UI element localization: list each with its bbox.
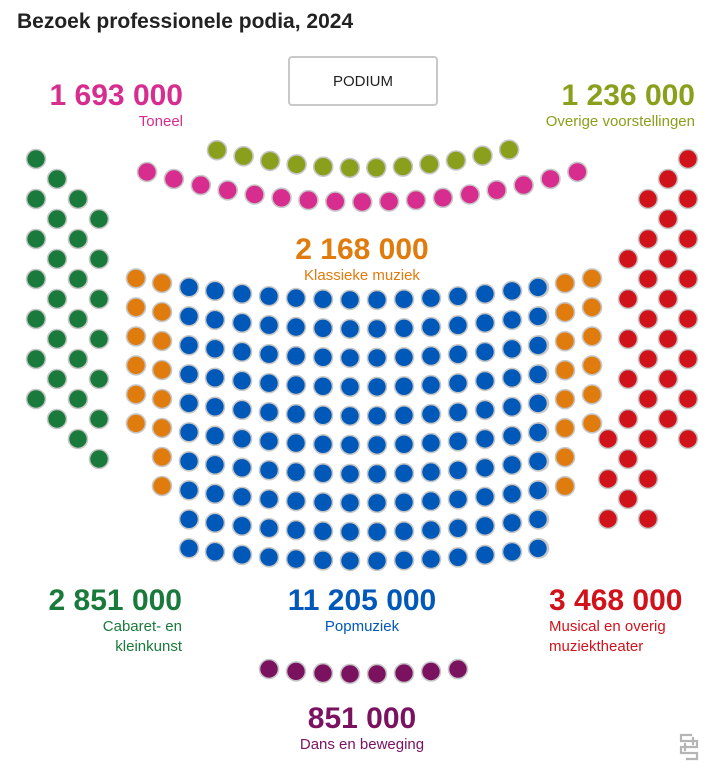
cbs-logo-icon: [677, 731, 703, 763]
seat-pop: [287, 376, 306, 395]
seat-toneel: [487, 181, 506, 200]
seat-pop: [395, 493, 414, 512]
seat-toneel: [191, 176, 210, 195]
seat-toneel: [138, 163, 157, 182]
seat-pop: [395, 522, 414, 541]
seat-pop: [395, 290, 414, 309]
value-overige: 1 236 000: [561, 79, 695, 112]
label-pop: [262, 585, 462, 637]
seat-pop: [449, 287, 468, 306]
seat-pop: [503, 426, 522, 445]
seat-klassiek: [153, 303, 172, 322]
seat-musical: [619, 370, 638, 389]
seat-pop: [503, 542, 522, 561]
seat-pop: [503, 281, 522, 300]
seat-pop: [341, 551, 360, 570]
seat-pop: [341, 348, 360, 367]
seat-pop: [476, 516, 495, 535]
seat-pop: [287, 550, 306, 569]
seat-toneel: [299, 191, 318, 210]
seat-klassiek: [556, 274, 575, 293]
seat-klassiek: [583, 414, 602, 433]
seat-dans: [422, 662, 441, 681]
seat-pop: [260, 287, 279, 306]
seat-pop: [395, 406, 414, 425]
seat-overig: [261, 151, 280, 170]
seat-pop: [503, 455, 522, 474]
seat-pop: [422, 463, 441, 482]
seat-pop: [233, 487, 252, 506]
seat-musical: [639, 430, 658, 449]
seat-overig: [420, 155, 439, 174]
seat-pop: [368, 493, 387, 512]
seat-cabaret: [48, 290, 67, 309]
seat-pop: [529, 336, 548, 355]
seat-overig: [287, 155, 306, 174]
seat-pop: [503, 513, 522, 532]
seat-pop: [206, 484, 225, 503]
seat-klassiek: [127, 356, 146, 375]
seat-dans: [341, 664, 360, 683]
seat-overig: [473, 146, 492, 165]
seat-musical: [639, 310, 658, 329]
seat-pop: [314, 406, 333, 425]
seat-pop: [395, 551, 414, 570]
seat-pop: [287, 434, 306, 453]
seat-klassiek: [583, 356, 602, 375]
seat-cabaret: [48, 330, 67, 349]
seat-pop: [449, 519, 468, 538]
seat-klassiek: [153, 448, 172, 467]
seat-pop: [233, 400, 252, 419]
seat-klassiek: [556, 477, 575, 496]
seat-dans: [314, 664, 333, 683]
seat-overig: [208, 141, 227, 160]
seat-musical: [619, 410, 638, 429]
seat-dans: [287, 662, 306, 681]
seat-pop: [180, 336, 199, 355]
seat-pop: [368, 522, 387, 541]
value-toneel: 1 693 000: [49, 79, 183, 112]
seat-klassiek: [153, 419, 172, 438]
seat-pop: [529, 481, 548, 500]
seat-musical: [679, 150, 698, 169]
seat-pop: [180, 510, 199, 529]
seat-pop: [422, 434, 441, 453]
seat-pop: [529, 307, 548, 326]
seat-cabaret: [69, 430, 88, 449]
seat-pop: [314, 464, 333, 483]
seat-cabaret: [27, 190, 46, 209]
name-overige: Overige voorstellingen: [545, 113, 695, 130]
seat-toneel: [164, 170, 183, 189]
seat-pop: [260, 432, 279, 451]
seat-pop: [449, 432, 468, 451]
seat-pop: [314, 493, 333, 512]
seat-pop: [529, 539, 548, 558]
seat-pop: [529, 510, 548, 529]
seat-musical: [679, 270, 698, 289]
seat-pop: [180, 278, 199, 297]
seat-pop: [287, 405, 306, 424]
seat-cabaret: [90, 250, 109, 269]
seat-pop: [476, 400, 495, 419]
seat-musical: [659, 290, 678, 309]
seat-cabaret: [27, 310, 46, 329]
seat-pop: [395, 464, 414, 483]
seat-pop: [233, 429, 252, 448]
seat-cabaret: [69, 350, 88, 369]
seat-pop: [476, 487, 495, 506]
seat-toneel: [541, 169, 560, 188]
seat-pop: [233, 284, 252, 303]
seat-musical: [639, 350, 658, 369]
seat-toneel: [218, 181, 237, 200]
seat-pop: [368, 406, 387, 425]
seat-pop: [314, 435, 333, 454]
seat-pop: [341, 290, 360, 309]
seat-pop: [503, 397, 522, 416]
seat-klassiek: [556, 390, 575, 409]
seat-klassiek: [583, 298, 602, 317]
seat-musical: [679, 190, 698, 209]
label-cabaret: [7, 585, 182, 657]
name-pop: Popmuziek: [324, 618, 400, 635]
seat-musical: [639, 470, 658, 489]
seat-pop: [368, 319, 387, 338]
seat-musical: [679, 230, 698, 249]
seat-pop: [395, 377, 414, 396]
seat-musical: [599, 470, 618, 489]
seat-pop: [341, 377, 360, 396]
seat-pop: [180, 307, 199, 326]
seat-cabaret: [27, 270, 46, 289]
seat-cabaret: [69, 230, 88, 249]
seat-pop: [368, 290, 387, 309]
seat-musical: [619, 330, 638, 349]
seat-pop: [395, 348, 414, 367]
seat-pop: [368, 348, 387, 367]
label-toneel: [50, 80, 183, 132]
chart-title: Bezoek professionele podia, 2024: [17, 10, 354, 33]
seat-pop: [206, 455, 225, 474]
seat-klassiek: [583, 269, 602, 288]
seat-pop: [287, 318, 306, 337]
seat-cabaret: [69, 310, 88, 329]
seat-pop: [449, 461, 468, 480]
seat-pop: [206, 339, 225, 358]
seat-pop: [476, 429, 495, 448]
seat-pop: [260, 316, 279, 335]
seat-toneel: [326, 192, 345, 211]
seat-cabaret: [90, 290, 109, 309]
seat-toneel: [433, 188, 452, 207]
seat-overig: [340, 158, 359, 177]
seat-pop: [341, 435, 360, 454]
label-dans: [262, 703, 462, 755]
seat-musical: [639, 230, 658, 249]
seat-pop: [233, 342, 252, 361]
seat-klassiek: [153, 274, 172, 293]
seat-pop: [422, 550, 441, 569]
seat-pop: [206, 368, 225, 387]
seat-pop: [449, 548, 468, 567]
seat-cabaret: [48, 210, 67, 229]
seat-dans: [368, 664, 387, 683]
seat-toneel: [514, 176, 533, 195]
seat-pop: [233, 371, 252, 390]
seat-musical: [659, 330, 678, 349]
seat-pop: [476, 342, 495, 361]
seat-pop: [395, 319, 414, 338]
seat-dans: [395, 664, 414, 683]
seat-klassiek: [153, 477, 172, 496]
seat-pop: [368, 464, 387, 483]
seat-pop: [287, 463, 306, 482]
seat-musical: [599, 510, 618, 529]
seat-cabaret: [27, 230, 46, 249]
label-musical: [549, 585, 721, 657]
seat-pop: [206, 542, 225, 561]
seat-pop: [206, 310, 225, 329]
seat-pop: [314, 377, 333, 396]
seat-overig: [500, 140, 519, 159]
name-cabaret: Cabaret- en kleinkunst: [102, 618, 182, 655]
name-dans: Dans en beweging: [299, 736, 425, 753]
seat-cabaret: [27, 390, 46, 409]
seat-pop: [180, 394, 199, 413]
seat-musical: [639, 270, 658, 289]
seat-cabaret: [48, 410, 67, 429]
seat-dans: [449, 660, 468, 679]
seat-cabaret: [69, 190, 88, 209]
seat-pop: [314, 522, 333, 541]
seat-musical: [639, 190, 658, 209]
seat-pop: [368, 551, 387, 570]
seat-cabaret: [48, 370, 67, 389]
seat-pop: [341, 319, 360, 338]
seat-pop: [395, 435, 414, 454]
seat-klassiek: [583, 385, 602, 404]
seat-musical: [679, 430, 698, 449]
name-klassiek: Klassieke muziek: [304, 267, 420, 284]
value-klassiek: 2 168 000: [295, 233, 429, 266]
seat-musical: [619, 450, 638, 469]
seat-pop: [287, 521, 306, 540]
seat-musical: [639, 510, 658, 529]
seat-cabaret: [69, 270, 88, 289]
seat-musical: [639, 390, 658, 409]
seat-pop: [476, 545, 495, 564]
seat-klassiek: [556, 419, 575, 438]
seat-pop: [422, 405, 441, 424]
seat-pop: [476, 313, 495, 332]
seat-pop: [422, 492, 441, 511]
seat-pop: [233, 313, 252, 332]
seat-musical: [619, 490, 638, 509]
seat-klassiek: [556, 448, 575, 467]
seat-klassiek: [556, 361, 575, 380]
seat-pop: [233, 545, 252, 564]
seat-pop: [260, 490, 279, 509]
seat-pop: [260, 345, 279, 364]
seat-musical: [659, 370, 678, 389]
seat-pop: [287, 289, 306, 308]
seat-pop: [529, 278, 548, 297]
seat-pop: [529, 394, 548, 413]
seat-cabaret: [90, 450, 109, 469]
seat-pop: [314, 348, 333, 367]
seat-pop: [476, 284, 495, 303]
seat-pop: [368, 435, 387, 454]
seat-musical: [659, 250, 678, 269]
seat-pop: [314, 551, 333, 570]
seat-toneel: [407, 191, 426, 210]
seat-pop: [422, 347, 441, 366]
seat-musical: [599, 430, 618, 449]
seat-klassiek: [127, 269, 146, 288]
seat-pop: [476, 458, 495, 477]
seat-pop: [503, 310, 522, 329]
seat-pop: [180, 539, 199, 558]
value-dans: 851 000: [307, 702, 417, 735]
seat-pop: [503, 484, 522, 503]
seat-pop: [180, 423, 199, 442]
name-musical: Musical en overig muziektheater: [549, 618, 666, 655]
seat-pop: [180, 365, 199, 384]
name-toneel: Toneel: [138, 113, 183, 130]
seat-musical: [679, 350, 698, 369]
seat-pop: [260, 403, 279, 422]
seat-klassiek: [153, 332, 172, 351]
seat-pop: [449, 374, 468, 393]
seat-musical: [659, 210, 678, 229]
seat-musical: [679, 310, 698, 329]
seat-pop: [206, 397, 225, 416]
seat-pop: [449, 403, 468, 422]
seat-pop: [260, 461, 279, 480]
seat-musical: [619, 290, 638, 309]
seat-klassiek: [153, 361, 172, 380]
seat-musical: [659, 170, 678, 189]
seat-toneel: [245, 185, 264, 204]
seat-toneel: [380, 192, 399, 211]
seat-pop: [449, 345, 468, 364]
seat-klassiek: [583, 327, 602, 346]
seat-musical: [659, 410, 678, 429]
seat-pop: [314, 319, 333, 338]
seat-pop: [529, 452, 548, 471]
seat-cabaret: [90, 330, 109, 349]
seat-pop: [422, 376, 441, 395]
seat-overig: [314, 157, 333, 176]
seat-pop: [314, 290, 333, 309]
seat-cabaret: [90, 370, 109, 389]
seat-musical: [619, 250, 638, 269]
seat-pop: [260, 374, 279, 393]
seat-cabaret: [90, 210, 109, 229]
seat-pop: [503, 339, 522, 358]
seat-pop: [341, 464, 360, 483]
seat-pop: [233, 458, 252, 477]
seat-pop: [233, 516, 252, 535]
seat-pop: [422, 318, 441, 337]
seat-pop: [287, 492, 306, 511]
seat-pop: [529, 365, 548, 384]
seat-musical: [679, 390, 698, 409]
seat-cabaret: [27, 350, 46, 369]
seat-pop: [206, 281, 225, 300]
seat-toneel: [460, 185, 479, 204]
seat-pop: [422, 521, 441, 540]
seat-pop: [503, 368, 522, 387]
seat-overig: [447, 151, 466, 170]
seat-overig: [367, 158, 386, 177]
seat-pop: [180, 452, 199, 471]
seat-cabaret: [69, 390, 88, 409]
seat-klassiek: [153, 390, 172, 409]
label-overige: [546, 80, 695, 132]
seat-cabaret: [27, 150, 46, 169]
seat-overig: [234, 147, 253, 166]
value-cabaret: 2 851 000: [48, 584, 182, 617]
seat-klassiek: [127, 327, 146, 346]
seat-klassiek: [127, 414, 146, 433]
seat-pop: [206, 513, 225, 532]
podium-stage: PODIUM: [288, 56, 438, 106]
seat-toneel: [568, 162, 587, 181]
seat-pop: [476, 371, 495, 390]
seat-pop: [341, 406, 360, 425]
value-pop: 11 205 000: [287, 584, 437, 617]
seat-cabaret: [48, 170, 67, 189]
seat-pop: [341, 493, 360, 512]
seat-klassiek: [127, 385, 146, 404]
seat-klassiek: [556, 332, 575, 351]
seat-pop: [449, 316, 468, 335]
value-musical: 3 468 000: [549, 584, 683, 617]
seat-dans: [260, 660, 279, 679]
seat-pop: [449, 490, 468, 509]
seat-toneel: [272, 188, 291, 207]
seat-pop: [260, 548, 279, 567]
seat-pop: [341, 522, 360, 541]
seat-cabaret: [48, 250, 67, 269]
seat-pop: [180, 481, 199, 500]
seat-pop: [260, 519, 279, 538]
label-klassiek: [262, 234, 462, 286]
seat-toneel: [353, 193, 372, 212]
seat-pop: [368, 377, 387, 396]
seat-overig: [393, 157, 412, 176]
seat-klassiek: [556, 303, 575, 322]
seat-pop: [529, 423, 548, 442]
seat-cabaret: [90, 410, 109, 429]
seat-pop: [287, 347, 306, 366]
seat-pop: [206, 426, 225, 445]
seat-klassiek: [127, 298, 146, 317]
seat-pop: [422, 289, 441, 308]
